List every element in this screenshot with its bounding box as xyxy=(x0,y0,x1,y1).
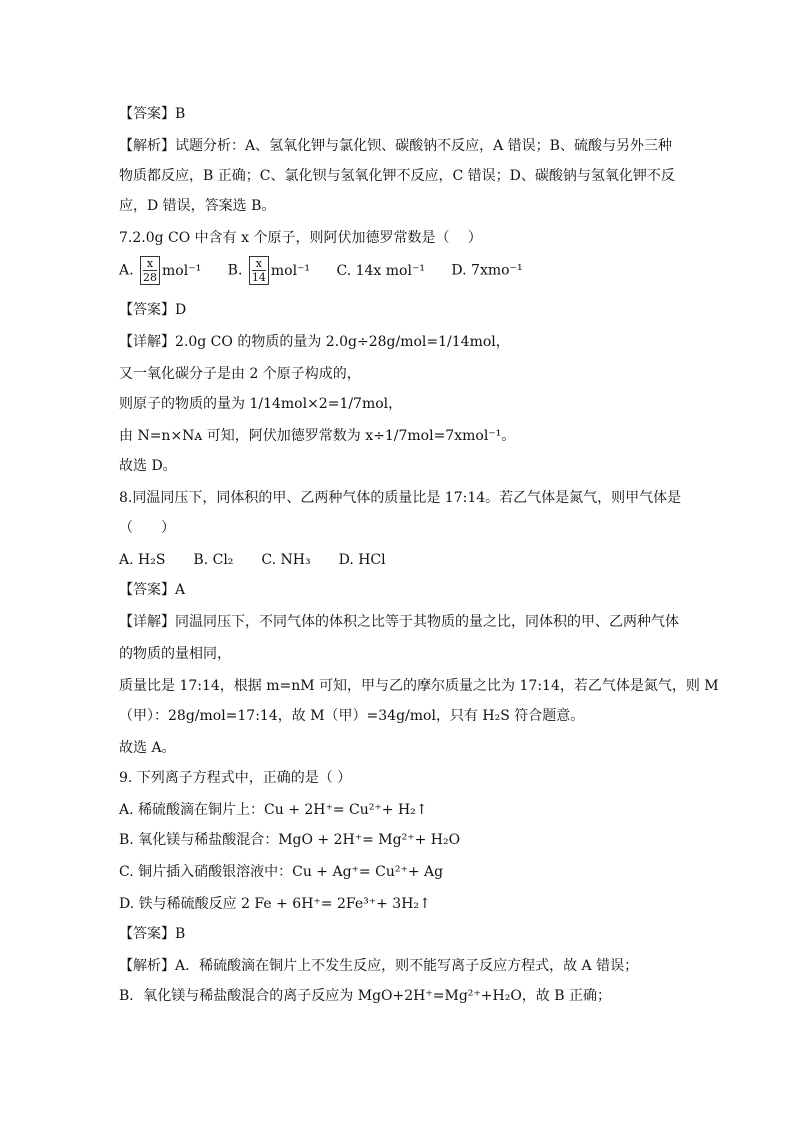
explanation-line: 【详解】同温同压下，不同气体的体积之比等于其物质的量之比，同体积的甲、乙两种气体 xyxy=(119,614,679,630)
question-7: 7.2.0g CO 中含有 x 个原子，则阿伏加德罗常数是（ ） xyxy=(119,230,482,246)
question-8: 8.同温同压下，同体积的甲、乙两种气体的质量比是 17:14。若乙气体是氮气，则甲气体是 xyxy=(119,490,682,506)
answer-label: 【答案】D xyxy=(119,302,187,318)
question-9-option-b: B. 氧化镁与稀盐酸混合：MgO + 2H⁺= Mg²⁺+ H₂O xyxy=(119,832,461,848)
explanation-line: 的物质的量相同， xyxy=(119,646,231,662)
explanation-line: 又一氧化碳分子是由 2 个原子构成的， xyxy=(119,366,361,382)
answer-label: 【答案】B xyxy=(119,926,186,942)
option-a-label: A. xyxy=(119,262,134,279)
explanation-line: 则原子的物质的量为 1/14mol×2=1/7mol， xyxy=(119,396,403,412)
analysis-line: B．氧化镁与稀盐酸混合的离子反应为 MgO+2H⁺=Mg²⁺+H₂O，故 B 正确； xyxy=(119,988,611,1004)
answer-label: 【答案】A xyxy=(119,582,186,598)
question-9: 9. 下列离子方程式中，正确的是（ ） xyxy=(119,770,352,786)
explanation-line: 故选 D。 xyxy=(119,458,177,474)
question-9-option-a: A. 稀硫酸滴在铜片上：Cu + 2H⁺= Cu²⁺+ H₂↑ xyxy=(119,802,428,818)
explanation-line: 由 N=n×Nᴀ 可知，阿伏加德罗常数为 x÷1/7mol=7xmol⁻¹。 xyxy=(119,428,516,444)
analysis-line: 【解析】A．稀硫酸滴在铜片上不发生反应，则不能写离子反应方程式，故 A 错误； xyxy=(119,958,639,974)
option-b-unit: mol⁻¹ xyxy=(270,262,311,279)
option-d: D. 7xmo⁻¹ xyxy=(451,262,523,279)
option-c: C. 14x mol⁻¹ xyxy=(336,262,425,279)
option-b-fraction xyxy=(249,256,269,285)
explanation-line: （甲）：28g/mol=17:14，故 M（甲）=34g/mol，只有 H₂S 符合题意。 xyxy=(119,708,585,724)
option-a-unit: mol⁻¹ xyxy=(162,262,202,279)
question-8-options: A. H₂S B. Cl₂ C. NH₃ D. HCl xyxy=(119,552,386,568)
analysis-line: 物质都反应，B 正确；C、氯化钡与氢氧化钾不反应，C 错误；D、碳酸钠与氢氧化钾不反 xyxy=(119,168,675,184)
explanation-line: 【详解】2.0g CO 的物质的量为 2.0g÷28g/mol=1/14mol， xyxy=(119,334,510,350)
analysis-line: 【解析】试题分析：A、氢氧化钾与氯化钡、碳酸钠不反应，A 错误；B、硫酸与另外三种 xyxy=(119,138,672,154)
option-a-fraction xyxy=(140,256,160,285)
fraction-denominator: 28 xyxy=(143,271,158,284)
question-9-option-d: D. 铁与稀硫酸反应 2 Fe + 6H⁺= 2Fe³⁺+ 3H₂↑ xyxy=(119,896,431,912)
explanation-line: 故选 A。 xyxy=(119,740,176,756)
fraction-denominator: 14 xyxy=(251,271,266,284)
question-9-option-c: C. 铜片插入硝酸银溶液中：Cu + Ag⁺= Cu²⁺+ Ag xyxy=(119,864,444,880)
option-b-label: B. xyxy=(227,262,243,279)
answer-label: 【答案】B xyxy=(119,106,186,122)
fraction-numerator: x xyxy=(252,257,266,271)
question-8-paren: （ ） xyxy=(119,520,175,536)
fraction-numerator: x xyxy=(143,257,157,271)
question-7-options xyxy=(119,256,523,285)
analysis-line: 应，D 错误，答案选 B。 xyxy=(119,198,276,214)
explanation-line: 质量比是 17:14，根据 m=nM 可知，甲与乙的摩尔质量之比为 17:14，若乙气体是氮气，则 M xyxy=(119,678,719,694)
